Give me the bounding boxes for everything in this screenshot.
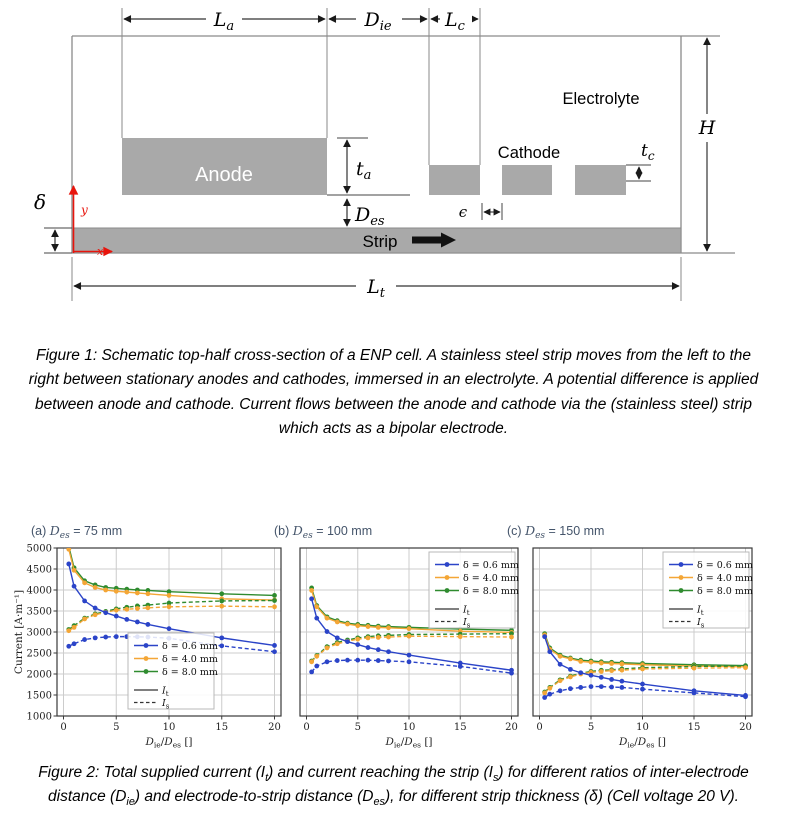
- data-point: [72, 584, 77, 589]
- data-point: [599, 669, 604, 674]
- data-point: [620, 662, 625, 667]
- data-point: [692, 666, 697, 671]
- y-tick-label: 1000: [26, 711, 52, 723]
- anode-label: Anode: [195, 164, 253, 186]
- data-point: [82, 617, 87, 622]
- data-point: [93, 585, 98, 590]
- data-point: [542, 695, 547, 700]
- y-tick-label: 4500: [26, 564, 52, 576]
- data-point: [66, 644, 71, 649]
- x-tick-label: 15: [687, 722, 701, 733]
- y-axis-label: Current [A·m⁻¹]: [13, 589, 25, 675]
- data-point: [146, 622, 151, 627]
- data-point: [620, 668, 625, 673]
- data-point: [167, 626, 172, 631]
- legend-style-label: $I_t$: [697, 604, 704, 617]
- charts-svg: [0, 513, 787, 758]
- data-point: [146, 605, 151, 610]
- legend-style-label: $I_s$: [463, 616, 471, 630]
- x-axis-label: $D_{ie}/D_{es}$ []: [385, 736, 433, 750]
- y-tick-label: 2000: [26, 669, 52, 681]
- y-tick-label: 1500: [26, 690, 52, 702]
- data-point: [325, 646, 330, 651]
- data-point: [599, 675, 604, 680]
- legend-label: δ = 0.6 mm: [697, 559, 753, 571]
- data-point: [93, 635, 98, 640]
- figure2-caption: Figure 2: Total supplied current $(I_t)$ and current reaching the strip $(I_s)$ for different ratios of inter-electrode distance $(D_{ie})$ and electrode-to-strip distance $(D_{es})$, for different strip thickness (δ) (Cell voltage 20 V).: [38, 764, 749, 809]
- data-point: [547, 686, 552, 691]
- data-point: [219, 599, 224, 604]
- legend-label: δ = 8.0 mm: [697, 585, 753, 597]
- data-point: [167, 593, 172, 598]
- data-point: [345, 639, 350, 644]
- data-point: [542, 691, 547, 696]
- series-line: [312, 634, 512, 661]
- data-point: [578, 659, 583, 664]
- data-point: [743, 694, 748, 699]
- data-point: [335, 620, 340, 625]
- legend-label: δ = 0.6 mm: [162, 640, 218, 652]
- data-point: [386, 659, 391, 664]
- data-point: [609, 677, 614, 682]
- data-point: [114, 614, 119, 619]
- figure1-schematic: [0, 0, 787, 320]
- data-point: [366, 645, 371, 650]
- data-point: [72, 625, 77, 630]
- data-point: [314, 654, 319, 659]
- y-tick-label: 4000: [26, 585, 52, 597]
- data-point: [609, 685, 614, 690]
- legend-label: δ = 4.0 mm: [463, 572, 519, 584]
- data-point: [114, 608, 119, 613]
- data-point: [376, 625, 381, 630]
- data-point: [640, 687, 645, 692]
- data-point: [335, 641, 340, 646]
- data-point: [325, 629, 330, 634]
- label-x-axis: x: [97, 245, 104, 258]
- electrolyte-label: Electrolyte: [562, 90, 640, 108]
- data-point: [376, 647, 381, 652]
- chart-title: (b) $D_{es} = 100$ mm: [274, 523, 373, 541]
- legend-label: δ = 8.0 mm: [162, 666, 218, 678]
- data-point: [458, 634, 463, 639]
- data-point: [558, 654, 563, 659]
- data-point: [355, 642, 360, 647]
- data-point: [366, 624, 371, 629]
- x-tick-label: 15: [453, 722, 467, 733]
- data-point: [93, 612, 98, 617]
- data-point: [509, 671, 514, 676]
- chart-a: [27, 523, 281, 750]
- data-point: [272, 598, 277, 603]
- data-point: [103, 588, 108, 593]
- data-point: [93, 606, 98, 611]
- data-point: [135, 591, 140, 596]
- data-point: [146, 591, 151, 596]
- x-tick-label: 5: [587, 722, 595, 733]
- data-point: [568, 675, 573, 680]
- label-lc: $L_c$: [445, 9, 465, 34]
- data-point: [345, 622, 350, 627]
- series-line: [545, 635, 746, 667]
- data-point: [558, 678, 563, 683]
- data-point: [568, 686, 573, 691]
- x-tick-label: 10: [162, 722, 176, 733]
- data-point: [124, 617, 129, 622]
- x-axis-label: $D_{ie}/D_{es}$ []: [145, 736, 193, 750]
- label-die: $D_{ie}$: [364, 9, 392, 34]
- data-point: [66, 628, 71, 633]
- x-tick-label: 20: [268, 722, 281, 733]
- data-point: [219, 604, 224, 609]
- data-point: [355, 623, 360, 628]
- label-h: H: [698, 117, 716, 139]
- figure2-charts: [0, 513, 787, 758]
- legend-label: δ = 4.0 mm: [697, 572, 753, 584]
- legend-style-label: $I_s$: [697, 616, 705, 630]
- cathode-block-2: [502, 165, 552, 195]
- data-point: [335, 635, 340, 640]
- figure1-caption: Figure 1: Schematic top-half cross-section of a ENP cell. A stainless steel strip moves from the left to the right between stationary anodes and cathodes, immersed in an electrolyte. A potential difference is applied between anode and cathode. Current flows between the anode and cathode via the (stainless steel) strip which acts as a bipolar electrode.: [28, 347, 759, 437]
- data-point: [407, 659, 412, 664]
- data-point: [376, 635, 381, 640]
- chart-c: [507, 523, 753, 750]
- legend-label: δ = 0.6 mm: [463, 559, 519, 571]
- label-delta: δ: [33, 190, 47, 214]
- legend: [663, 552, 753, 629]
- data-point: [743, 665, 748, 670]
- label-tc: $t_c$: [641, 141, 655, 163]
- data-point: [692, 691, 697, 696]
- data-point: [309, 596, 314, 601]
- data-point: [589, 684, 594, 689]
- cathode-block-1: [429, 165, 480, 195]
- data-point: [135, 620, 140, 625]
- data-point: [509, 635, 514, 640]
- data-point: [589, 660, 594, 665]
- data-point: [547, 649, 552, 654]
- data-point: [355, 658, 360, 663]
- data-point: [309, 588, 314, 593]
- data-point: [578, 685, 583, 690]
- x-tick-label: 15: [215, 722, 229, 733]
- data-point: [355, 637, 360, 642]
- data-point: [558, 662, 563, 667]
- data-point: [599, 684, 604, 689]
- data-point: [640, 667, 645, 672]
- chart-title: (a) $D_{es} = 75$ mm: [31, 523, 123, 541]
- data-point: [386, 625, 391, 630]
- data-point: [135, 606, 140, 611]
- label-ta: $t_a$: [356, 158, 372, 183]
- legend-label: δ = 4.0 mm: [162, 653, 218, 665]
- x-tick-label: 0: [536, 722, 543, 733]
- data-point: [82, 580, 87, 585]
- data-point: [366, 658, 371, 663]
- series-line: [69, 601, 275, 630]
- x-axis-label: $D_{ie}/D_{es}$ []: [618, 736, 667, 750]
- legend-style-label: $I_s$: [162, 697, 170, 711]
- data-point: [103, 635, 108, 640]
- data-point: [82, 637, 87, 642]
- data-point: [325, 659, 330, 664]
- data-point: [72, 641, 77, 646]
- data-point: [620, 679, 625, 684]
- chart-b: [274, 523, 519, 750]
- y-tick-label: 2500: [26, 648, 52, 660]
- data-point: [103, 610, 108, 615]
- data-point: [568, 667, 573, 672]
- data-point: [589, 673, 594, 678]
- label-la: $L_a$: [213, 9, 235, 34]
- data-point: [407, 626, 412, 631]
- data-point: [547, 692, 552, 697]
- data-point: [219, 643, 224, 648]
- data-point: [366, 635, 371, 640]
- data-point: [542, 634, 547, 639]
- data-point: [309, 670, 314, 675]
- data-point: [82, 599, 87, 604]
- series-line: [545, 666, 746, 692]
- data-point: [219, 591, 224, 596]
- x-tick-label: 20: [739, 722, 752, 733]
- x-tick-label: 20: [505, 722, 518, 733]
- legend: [128, 633, 218, 710]
- data-point: [345, 658, 350, 663]
- data-point: [376, 658, 381, 663]
- data-point: [272, 593, 277, 598]
- data-point: [314, 604, 319, 609]
- data-point: [609, 661, 614, 666]
- data-point: [272, 643, 277, 648]
- data-point: [309, 659, 314, 664]
- schematic-svg: [0, 0, 787, 320]
- data-point: [407, 653, 412, 658]
- data-point: [124, 590, 129, 595]
- data-point: [407, 634, 412, 639]
- label-y-axis: y: [81, 203, 88, 217]
- chart-title: (c) $D_{es} = 150$ mm: [507, 523, 605, 541]
- data-point: [114, 589, 119, 594]
- data-point: [272, 649, 277, 654]
- cathode-label: Cathode: [497, 144, 561, 162]
- data-point: [609, 668, 614, 673]
- data-point: [114, 634, 119, 639]
- label-epsilon: ϵ: [458, 203, 468, 221]
- data-point: [578, 670, 583, 675]
- data-point: [386, 635, 391, 640]
- label-lt: $L_t$: [367, 276, 385, 301]
- legend-style-label: $I_t$: [162, 685, 169, 698]
- x-tick-label: 0: [60, 722, 67, 733]
- label-des: $D_{es}$: [355, 204, 385, 229]
- x-tick-label: 0: [303, 722, 310, 733]
- x-tick-label: 5: [354, 722, 361, 733]
- data-point: [558, 688, 563, 693]
- data-point: [458, 664, 463, 669]
- data-point: [219, 635, 224, 640]
- data-point: [314, 616, 319, 621]
- data-point: [314, 664, 319, 669]
- data-point: [66, 562, 71, 567]
- legend: [429, 552, 519, 629]
- cathode-block-3: [575, 165, 626, 195]
- y-tick-label: 3000: [26, 627, 52, 639]
- y-tick-label: 3500: [26, 606, 52, 618]
- data-point: [325, 616, 330, 621]
- data-point: [124, 607, 129, 612]
- x-tick-label: 5: [113, 722, 120, 733]
- x-tick-label: 10: [636, 722, 649, 733]
- legend-label: δ = 8.0 mm: [463, 585, 519, 597]
- data-point: [599, 661, 604, 666]
- data-point: [640, 682, 645, 687]
- data-point: [167, 604, 172, 609]
- data-point: [72, 568, 77, 573]
- data-point: [568, 656, 573, 661]
- strip-label: Strip: [362, 232, 398, 251]
- x-tick-label: 10: [402, 722, 416, 733]
- series-line: [545, 634, 746, 666]
- data-point: [386, 649, 391, 654]
- y-tick-label: 5000: [26, 543, 52, 555]
- data-point: [335, 658, 340, 663]
- data-point: [272, 604, 277, 609]
- legend-style-label: $I_t$: [463, 604, 470, 617]
- data-point: [620, 685, 625, 690]
